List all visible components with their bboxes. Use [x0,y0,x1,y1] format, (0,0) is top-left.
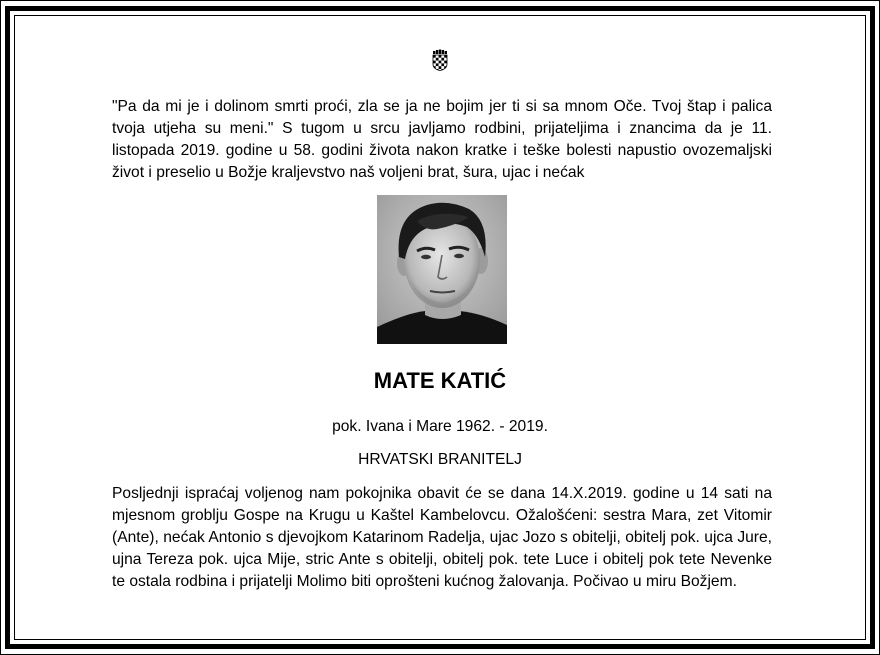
croatian-coat-of-arms-icon [432,49,448,71]
honorific-title: HRVATSKI BRANITELJ [358,451,522,468]
parents-and-years: pok. Ivana i Mare 1962. - 2019. [332,418,548,435]
portrait-photo [377,195,507,344]
deceased-name: MATE KATIĆ [373,368,507,393]
intro-paragraph: "Pa da mi je i dolinom smrti proći, zla se ja ne bojim jer ti si sa mnom Oče. Tvoj štap i palica tvoja utjeha su meni." S tugom u srcu javljamo rodbini, prijateljima i znancima da je 11. listopada 2019. godine u 58. godini života nakon kratke i teške bolesti napustio ovozemaljski život i preselio u Božje kraljevstvo naš voljeni brat, šura, ujac i nećak [112,98,772,181]
funeral-details-paragraph: Posljednji ispraćaj voljenog nam pokojnika obavit će se dana 14.X.2019. godine u 14 sati na mjesnom groblju Gospe na Krugu u Kaštel Kambelovcu. Ožalošćeni: sestra Mara, zet Vitomir (Ante), nećak Antonio s djevojkom Katarinom Radelja, ujac Jozo s obitelji, obitelj pok. ujca Jure, ujna Tereza pok. ujca Mije, stric Ante s obitelji, obitelj pok. tete Luce i obitelj pok tete Nevenke te ostala rodbina i prijatelji Molimo biti oprošteni kućnog žalovanja. Počivao u miru Božjem. [112,485,772,590]
